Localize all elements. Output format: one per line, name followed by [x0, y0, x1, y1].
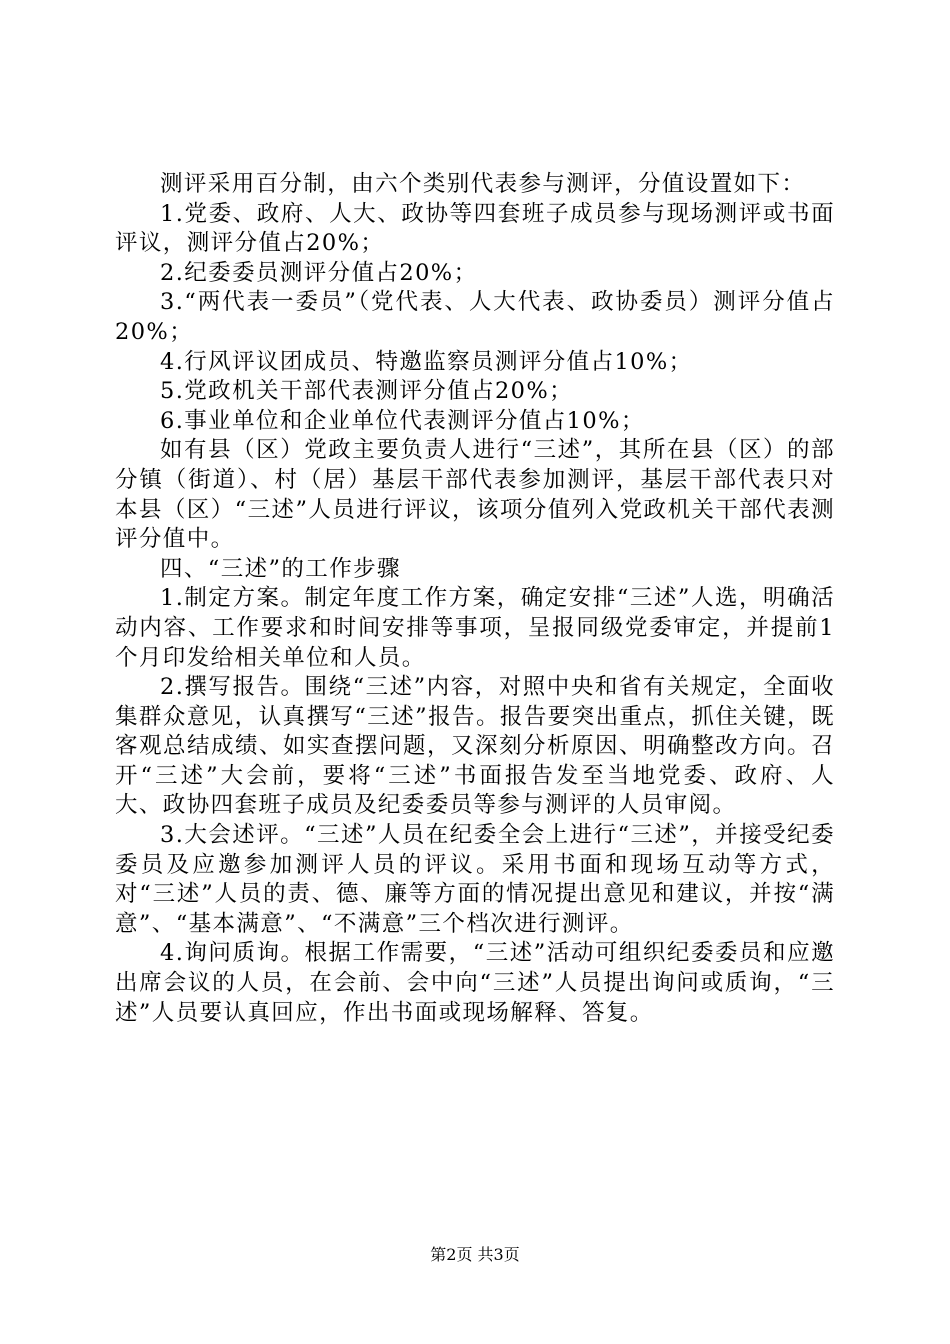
- paragraph-item-2: 2.纪委委员测评分值占20%；: [160, 259, 478, 286]
- paragraph-step-2: 2.撰写报告。围绕“三述”内容，对照中央和省有关规定，全面收集群众意见，认真撰写“三述”报告。报告要突出重点，抓住关键，既客观总结成绩、如实查摆问题，又深刻分析原因、明确整改方向。召开“三述”大会前，要将“三述”书面报告发至当地党委、政府、人大、政协四套班子成员及纪委委员等参与测评的人员审阅。: [115, 674, 835, 819]
- section-heading-steps: 四、“三述”的工作步骤: [160, 555, 401, 582]
- paragraph-step-3: 3.大会述评。“三述”人员在纪委全会上进行“三述”，并接受纪委委员及应邀参加测评人员的评议。采用书面和现场互动等方式，对“三述”人员的责、德、廉等方面的情况提出意见和建议，并按“满意”、“基本满意”、“不满意”三个档次进行测评。: [115, 822, 835, 937]
- paragraph-scoring-intro: 测评采用百分制，由六个类别代表参与测评，分值设置如下：: [160, 171, 806, 197]
- paragraph-item-5: 5.党政机关干部代表测评分值占20%；: [160, 378, 574, 405]
- document-body: [115, 170, 835, 1028]
- paragraph-item-4: 4.行风评议团成员、特邀监察员测评分值占10%；: [160, 348, 693, 375]
- paragraph-item-6: 6.事业单位和企业单位代表测评分值占10%；: [160, 407, 645, 434]
- page-number-footer: 第2页 共3页: [430, 1245, 520, 1264]
- paragraph-step-4: 4.询问质询。根据工作需要，“三述”活动可组织纪委委员和应邀出席会议的人员，在会前、会中向“三述”人员提出询问或质询，“三述”人员要认真回应，作出书面或现场解释、答复。: [115, 940, 835, 1026]
- paragraph-item-3: 3.“两代表一委员”（党代表、人大代表、政协委员）测评分值占20%；: [115, 289, 835, 345]
- paragraph-item-1: 1.党委、政府、人大、政协等四套班子成员参与现场测评或书面评议，测评分值占20%；: [115, 200, 835, 257]
- paragraph-county-note: 如有县（区）党政主要负责人进行“三述”，其所在县（区）的部分镇（街道）、村（居）基层干部代表参加测评，基层干部代表只对本县（区）“三述”人员进行评议，该项分值列入党政机关干部代表测评分值中。: [115, 437, 835, 553]
- paragraph-step-1: 1.制定方案。制定年度工作方案，确定安排“三述”人选，明确活动内容、工作要求和时间安排等事项，呈报同级党委审定，并提前1个月印发给相关单位和人员。: [115, 585, 835, 671]
